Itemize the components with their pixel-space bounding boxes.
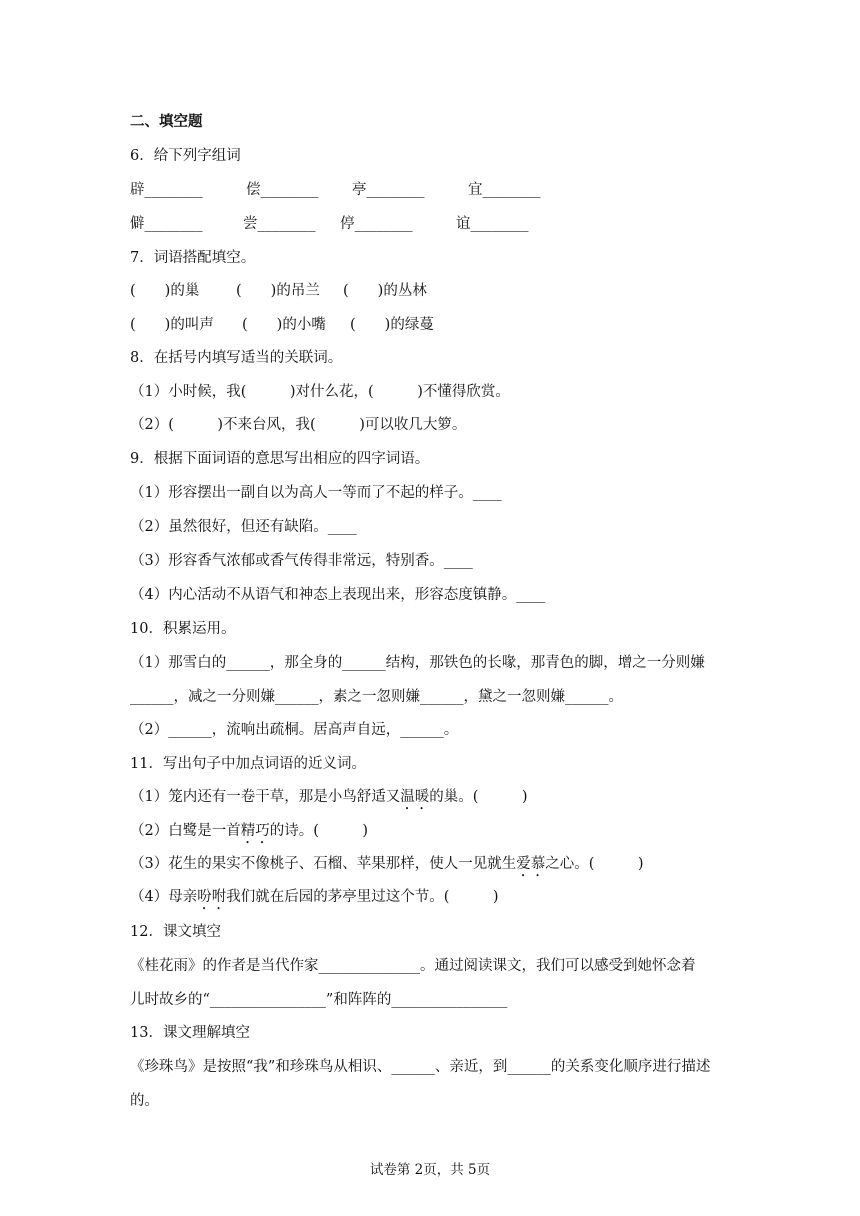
- q12-text-2: 儿时故乡的“________________”和阵阵的________________: [130, 992, 508, 1008]
- q6-item: 僻________: [130, 216, 203, 232]
- q7-item: ( )的丛林: [343, 283, 427, 299]
- q11-stem: 11．写出句子中加点词语的近义词。: [130, 756, 366, 772]
- q7-item: ( )的巢: [130, 283, 200, 299]
- text: 的巢。( ): [429, 789, 528, 805]
- q8-item-2: （2）( )不来台风，我( )可以收几大箩。: [130, 417, 467, 433]
- q7-item: ( )的小嘴: [242, 317, 326, 333]
- dotted-word: 温暖: [400, 789, 430, 805]
- section-title: 二、填空题: [130, 114, 203, 130]
- q6-item: 停________: [340, 216, 413, 232]
- q6-item: 辟________: [130, 182, 203, 198]
- q7-stem: 7．词语搭配填空。: [130, 250, 256, 266]
- dotted-word: 爱慕: [516, 856, 546, 872]
- q9-item-4: （4）内心活动不从语气和神态上表现出来，形容态度镇静。____: [130, 587, 546, 603]
- q6-item: 亭________: [352, 182, 425, 198]
- q9-item-2: （2）虽然很好，但还有缺陷。____: [130, 519, 357, 535]
- q7-item: ( )的叫声: [130, 317, 214, 333]
- dotted-word: 精巧: [240, 823, 270, 839]
- text: （1）笼内还有一卷干草，那是小鸟舒适又: [130, 789, 401, 805]
- q11-item-3: [130, 854, 644, 880]
- q10-item-2: （2）______，流响出疏桐。居高声自远，______。: [130, 722, 459, 738]
- q6-item: 谊________: [456, 216, 529, 232]
- q12-stem: 12．课文填空: [130, 924, 221, 940]
- text: 之心。( ): [545, 856, 644, 872]
- q9-stem: 9．根据下面词语的意思写出相应的四字词语。: [130, 451, 430, 467]
- text: 的诗。( ): [269, 823, 369, 839]
- q10-stem: 10．积累运用。: [130, 621, 236, 637]
- text: （2）白鹭是一首: [130, 823, 241, 839]
- q6-item: 尝________: [243, 216, 316, 232]
- dotted-word: 吩咐: [197, 889, 227, 905]
- q10-item-1: （1）那雪白的______，那全身的______结构，那铁色的长喙，那青色的脚，增之一分则嫌: [130, 655, 705, 671]
- text: 我们就在后园的茅亭里过这个节。( ): [226, 889, 499, 905]
- q11-item-1: [130, 787, 528, 813]
- q13-text-2: 的。: [130, 1093, 159, 1109]
- q11-item-4: [130, 887, 499, 913]
- q7-item: ( )的吊兰: [236, 283, 320, 299]
- q10-item-1-cont: ______，减之一分则嫌______，素之一忽则嫌______，黛之一忽则嫌______。: [130, 689, 623, 705]
- q8-item-1: （1）小时候，我( )对什么花，( )不懂得欣赏。: [130, 384, 510, 400]
- q9-item-1: （1）形容摆出一副自以为高人一等而了不起的样子。____: [130, 485, 502, 501]
- q7-item: ( )的绿蔓: [350, 317, 434, 333]
- q9-item-3: （3）形容香气浓郁或香气传得非常远，特别香。____: [130, 553, 473, 569]
- q8-stem: 8．在括号内填写适当的关联词。: [130, 350, 343, 366]
- q6-stem: 6．给下列字组词: [130, 148, 241, 164]
- q13-stem: 13．课文理解填空: [130, 1025, 250, 1041]
- text: （3）花生的果实不像桃子、石榴、苹果那样，使人一见就生: [130, 856, 517, 872]
- q11-item-2: [130, 821, 368, 847]
- q13-text-1: 《珍珠鸟》是按照“我”和珍珠鸟从相识、______、亲近，到______的关系变化顺序进行描述: [130, 1059, 711, 1075]
- q6-item: 偿________: [246, 182, 319, 198]
- text: （4）母亲: [130, 889, 198, 905]
- page-footer: 试卷第 2页，共 5页: [369, 1162, 491, 1178]
- q6-item: 宜________: [468, 182, 541, 198]
- q12-text-1: 《桂花雨》的作者是当代作家______________。通过阅读课文，我们可以感受到她怀念着: [130, 958, 696, 974]
